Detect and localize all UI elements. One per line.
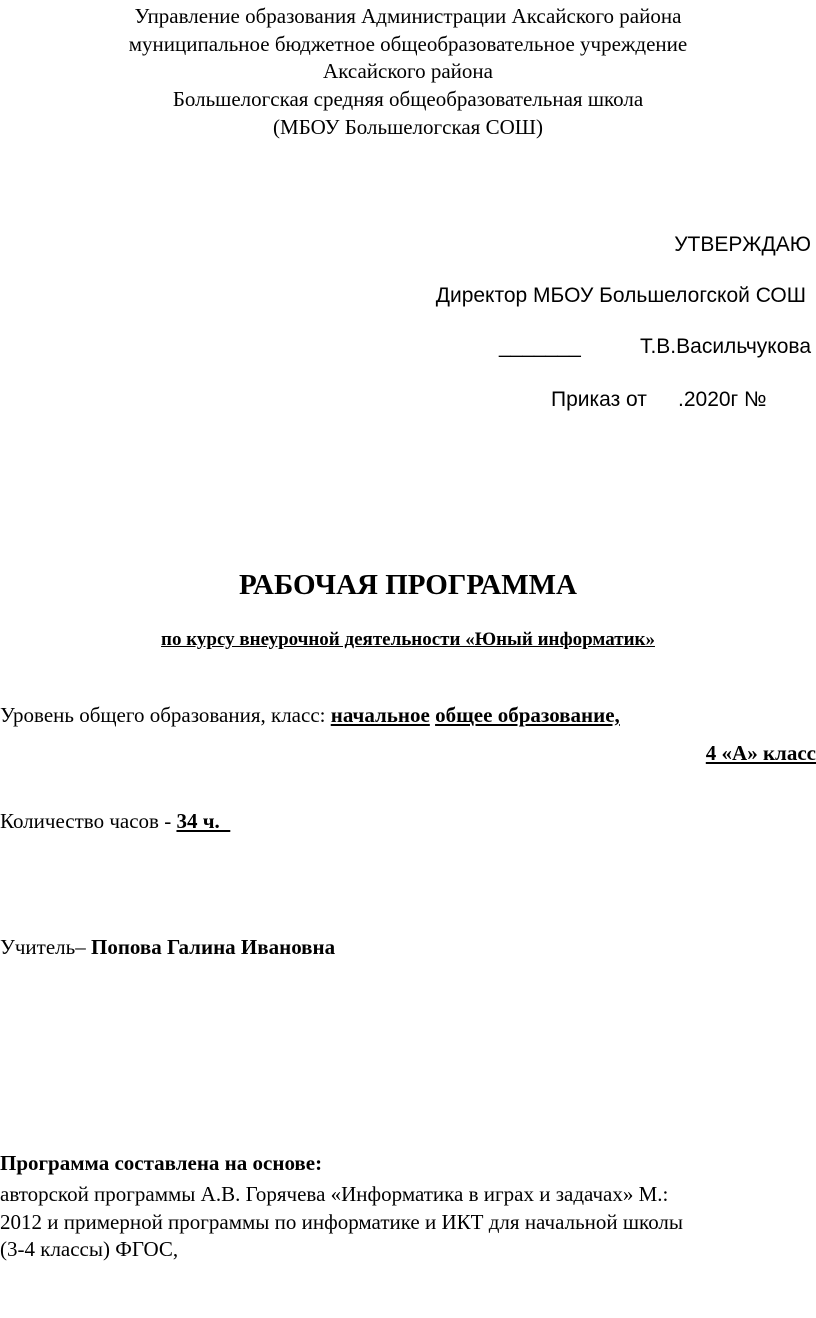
teacher xyxy=(0,934,335,960)
basis-line-2: 2012 и примерной программы по информатике и ИКТ для начальной школы xyxy=(0,1210,684,1234)
order-date: .2020г № xyxy=(678,388,767,411)
director-title: Директор МБОУ Большелогской СОШ xyxy=(435,284,806,307)
order-label: Приказ от xyxy=(551,388,647,411)
education-level-label: Уровень общего образования, класс: xyxy=(0,703,331,727)
header-line-2: муниципальное бюджетное общеобразовательное учреждение xyxy=(128,32,688,56)
basis-heading: Программа составлена на основе: xyxy=(0,1151,323,1175)
hours-label: Количество часов - xyxy=(0,809,177,833)
hours-value: 34 ч. xyxy=(176,809,231,833)
page-title: РАБОЧАЯ ПРОГРАММА xyxy=(239,569,577,601)
class-value: 4 «А» класс xyxy=(705,741,816,765)
education-level-value-2: общее образование, xyxy=(435,703,620,727)
header-line-1: Управление образования Администрации Аксайского района xyxy=(134,4,682,28)
teacher-name: Попова Галина Ивановна xyxy=(90,935,336,959)
teacher-label: Учитель– xyxy=(0,935,91,959)
signature-line: _______ xyxy=(499,335,581,358)
director-name: Т.В.Васильчукова xyxy=(639,335,811,358)
basis-line-3: (3-4 классы) ФГОС, xyxy=(0,1237,179,1261)
hours-count xyxy=(0,808,230,834)
education-level xyxy=(0,702,620,728)
header-line-5: (МБОУ Большелогская СОШ) xyxy=(273,115,543,139)
header-line-3: Аксайского района xyxy=(323,59,493,83)
course-subtitle: по курсу внеурочной деятельности «Юный информатик» xyxy=(161,629,655,650)
header-line-4: Большелогская средняя общеобразовательная школа xyxy=(172,87,644,111)
basis-line-1: авторской программы А.В. Горячева «Информатика в играх и задачах» М.: xyxy=(0,1182,669,1206)
education-level-value-1: начальное xyxy=(330,703,430,727)
approve-label: УТВЕРЖДАЮ xyxy=(674,233,811,256)
